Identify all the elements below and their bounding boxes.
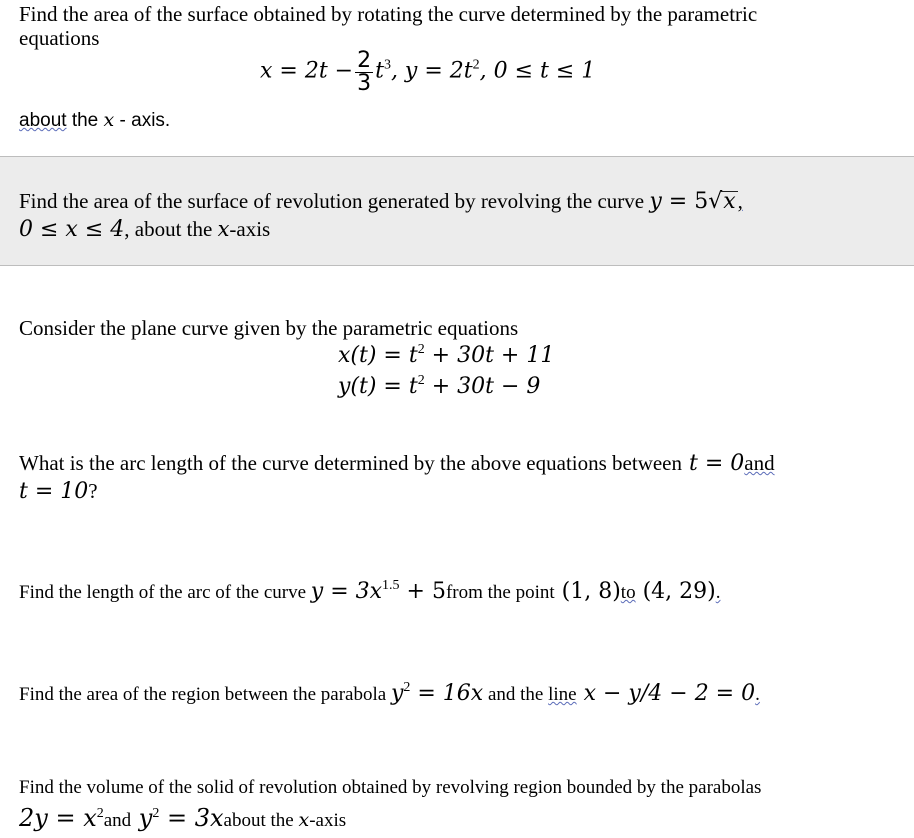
frac-den: 3: [357, 71, 372, 96]
problem-3-line-1: Consider the plane curve given by the parametric equations: [19, 316, 519, 340]
about-axis: -axis: [229, 217, 271, 241]
eq-2y: 2y = x: [19, 804, 97, 832]
problem-3-eq-2: [338, 374, 540, 399]
eq-equals-five: = 5: [661, 189, 709, 214]
problem-4-text: [19, 580, 720, 605]
about-axis: - axis.: [114, 110, 171, 131]
problem-6-line-1: Find the volume of the solid of revolution obtained by revolving region bounded by the parabolas: [19, 777, 762, 798]
eq-yt-rest: + 30t − 9: [424, 374, 541, 399]
problem-1-equation: [260, 50, 595, 95]
eq-t-zero: t = 0: [682, 451, 745, 476]
eq-range: , 0 ≤ t ≤ 1: [479, 58, 596, 84]
problem-2-text-2: [19, 217, 270, 242]
problem-1-text-2: [19, 26, 99, 50]
question-text: What is the arc length of the curve determined by the above equations between: [19, 451, 682, 475]
problem-1-line-1: Find the area of the surface obtained by rotating the curve determined by the parametric: [19, 2, 758, 26]
problem-3-question: [19, 451, 775, 476]
period: .: [715, 582, 721, 603]
eq-exponent: 2: [403, 680, 411, 695]
eq-comma: ,: [737, 189, 743, 213]
from-the-point: from the point: [445, 582, 555, 603]
eq-y2-exponent: 2: [152, 806, 160, 821]
eq-y: y: [649, 189, 662, 214]
eq-exponent: 1.5: [382, 578, 400, 593]
about-word: about: [19, 110, 67, 131]
line-equation: x − y/4 − 2 = 0: [576, 681, 756, 706]
eq-plus-five: + 5: [399, 579, 446, 604]
problem-6: [0, 760, 914, 838]
problem-2-line-1: Find the area of the surface of revolution generated by revolving the curve: [19, 189, 645, 213]
problem-3: [0, 266, 914, 516]
about-var: x: [298, 809, 310, 831]
about-the: about the: [223, 810, 299, 831]
problem-6-text-2: [19, 806, 346, 833]
problem-4-line: Find the length of the arc of the curve: [19, 582, 307, 603]
fraction-two-thirds: [355, 50, 373, 95]
line-word: line: [548, 684, 577, 705]
eq-y-part: , y = 2t: [390, 58, 473, 84]
eq-xt: x(t) = t: [338, 343, 418, 368]
eq-2y-exponent: 2: [96, 806, 104, 821]
eq-xt-exponent: 2: [417, 342, 425, 357]
about-axis: -axis: [309, 810, 347, 831]
eq-t: t: [375, 58, 384, 84]
problem-2: [0, 156, 914, 266]
problem-3-question-2: [19, 479, 98, 504]
problem-3-text: [19, 316, 518, 340]
problem-2-text: Find the area of the surface of revolution generated by revolving the curve y = 5√x,: [19, 189, 743, 214]
eq-y2: y: [131, 804, 153, 832]
problem-2-about: , about the: [124, 217, 218, 241]
problem-6-text: [19, 776, 761, 800]
question-mark: ?: [88, 479, 98, 503]
eq-y: y: [390, 681, 404, 706]
and-word: and: [744, 451, 775, 475]
problem-5: [0, 660, 914, 720]
about-var: x: [103, 109, 115, 131]
to-word: to: [620, 582, 636, 603]
sqrt-x: x: [723, 189, 736, 214]
eq-16x: = 16x: [410, 681, 484, 706]
period: .: [755, 684, 760, 705]
eq-y-3x: y = 3x: [310, 579, 383, 604]
eq-y-exponent: 2: [472, 57, 480, 73]
eq-t-ten: t = 10: [19, 479, 89, 504]
problem-1-about: [19, 108, 170, 133]
problem-5-text: [19, 682, 760, 707]
problem-4: [0, 560, 914, 620]
problem-5-line: Find the area of the region between the parabola: [19, 684, 387, 705]
problem-1-text: [19, 2, 757, 26]
and-the: and the: [487, 684, 544, 705]
eq-t-exponent: 3: [383, 57, 391, 73]
point-1: (1, 8): [554, 579, 621, 604]
problem-1: [0, 0, 914, 156]
point-2: (4, 29): [635, 579, 716, 604]
eq-yt: y(t) = t: [338, 374, 418, 399]
eq-x-part: x = 2t −: [260, 58, 354, 84]
eq-yt-exponent: 2: [417, 373, 425, 388]
and-word: and: [103, 810, 132, 831]
about-rest: the: [66, 110, 104, 131]
problem-3-eq-1: [338, 343, 554, 368]
eq-3x: = 3x: [159, 804, 224, 832]
range: 0 ≤ x ≤ 4: [19, 217, 125, 242]
about-var: x: [217, 217, 230, 241]
eq-xt-rest: + 30t + 11: [424, 343, 555, 368]
problem-1-line-2: equations: [19, 26, 100, 50]
frac-num: 2: [357, 48, 372, 73]
